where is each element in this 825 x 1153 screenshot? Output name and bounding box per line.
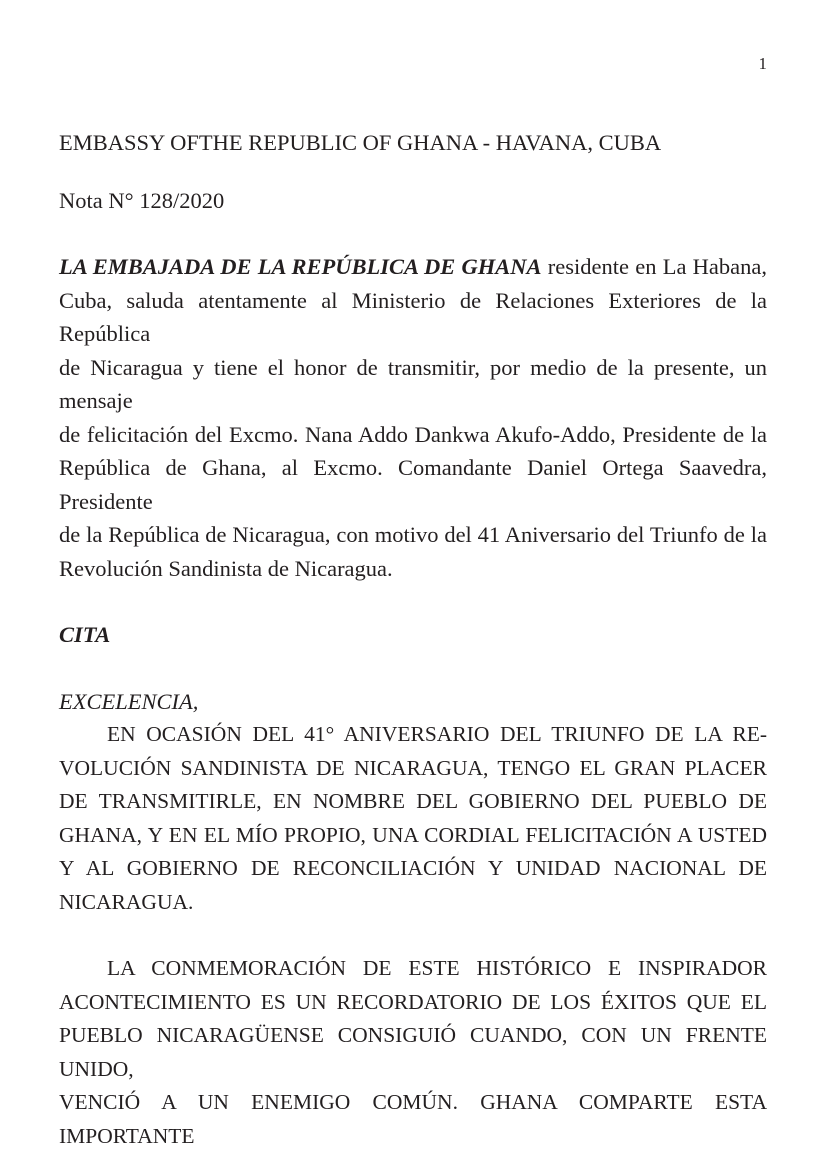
intro-line: de felicitación del Excmo. Nana Addo Dankwa Akufo-Addo, Presidente de la [59, 421, 767, 447]
cita-heading: CITA [59, 622, 111, 647]
intro-line: República de Ghana, al Excmo. Comandante Daniel Ortega Saavedra, Presidente [59, 455, 767, 514]
intro-line: de la República de Nicaragua, con motivo del 41 Aniversario del Triunfo de la [59, 522, 767, 547]
intro-paragraph [59, 250, 767, 585]
message-line: NICARAGUA. [59, 889, 194, 914]
message-line: VENCIÓ A UN ENEMIGO COMÚN. GHANA COMPARTE ESTA IMPORTANTE [59, 1090, 767, 1148]
intro-line: Cuba, saluda atentamente al Ministerio de Relaciones Exteriores de la República [59, 287, 767, 346]
intro-line [59, 250, 767, 284]
message-paragraph-1 [59, 718, 767, 919]
letter-body [59, 126, 767, 1153]
message-line: Y AL GOBIERNO DE RECONCILIACIÓN Y UNIDAD NACIONAL DE [59, 856, 767, 880]
intro-line: de Nicaragua y tiene el honor de transmitir, por medio de la presente, un mensaje [59, 354, 767, 413]
page-number: 1 [758, 54, 767, 73]
message-line: ACONTECIMIENTO ES UN RECORDATORIO DE LOS ÉXITOS QUE EL [59, 989, 767, 1014]
message-line: GHANA, Y EN EL MÍO PROPIO, UNA CORDIAL FELICITACIÓN A USTED [59, 822, 767, 847]
note-number: Nota N° 128/2020 [59, 187, 225, 213]
message-line: VOLUCIÓN SANDINISTA DE NICARAGUA, TENGO EL GRAN PLACER [59, 755, 767, 780]
message-paragraph-2 [59, 952, 767, 1153]
message-line: EN OCASIÓN DEL 41° ANIVERSARIO DEL TRIUNFO DE LA RE- [107, 722, 767, 746]
message-line: DE TRANSMITIRLE, EN NOMBRE DEL GOBIERNO DEL PUEBLO DE [59, 789, 767, 813]
embassy-name-lead: LA EMBAJADA DE LA REPÚBLICA DE GHANA [59, 254, 542, 279]
salutation: EXCELENCIA, [59, 688, 199, 714]
embassy-header: EMBASSY OFTHE REPUBLIC OF GHANA - HAVANA, CUBA [59, 130, 662, 155]
intro-line-text: residente en La Habana, [541, 254, 767, 279]
message-line: PUEBLO NICARAGÜENSE CONSIGUIÓ CUANDO, CON UN FRENTE UNIDO, [59, 1023, 767, 1081]
message-line: LA CONMEMORACIÓN DE ESTE HISTÓRICO E INSPIRADOR [107, 956, 767, 980]
intro-line: Revolución Sandinista de Nicaragua. [59, 555, 393, 581]
